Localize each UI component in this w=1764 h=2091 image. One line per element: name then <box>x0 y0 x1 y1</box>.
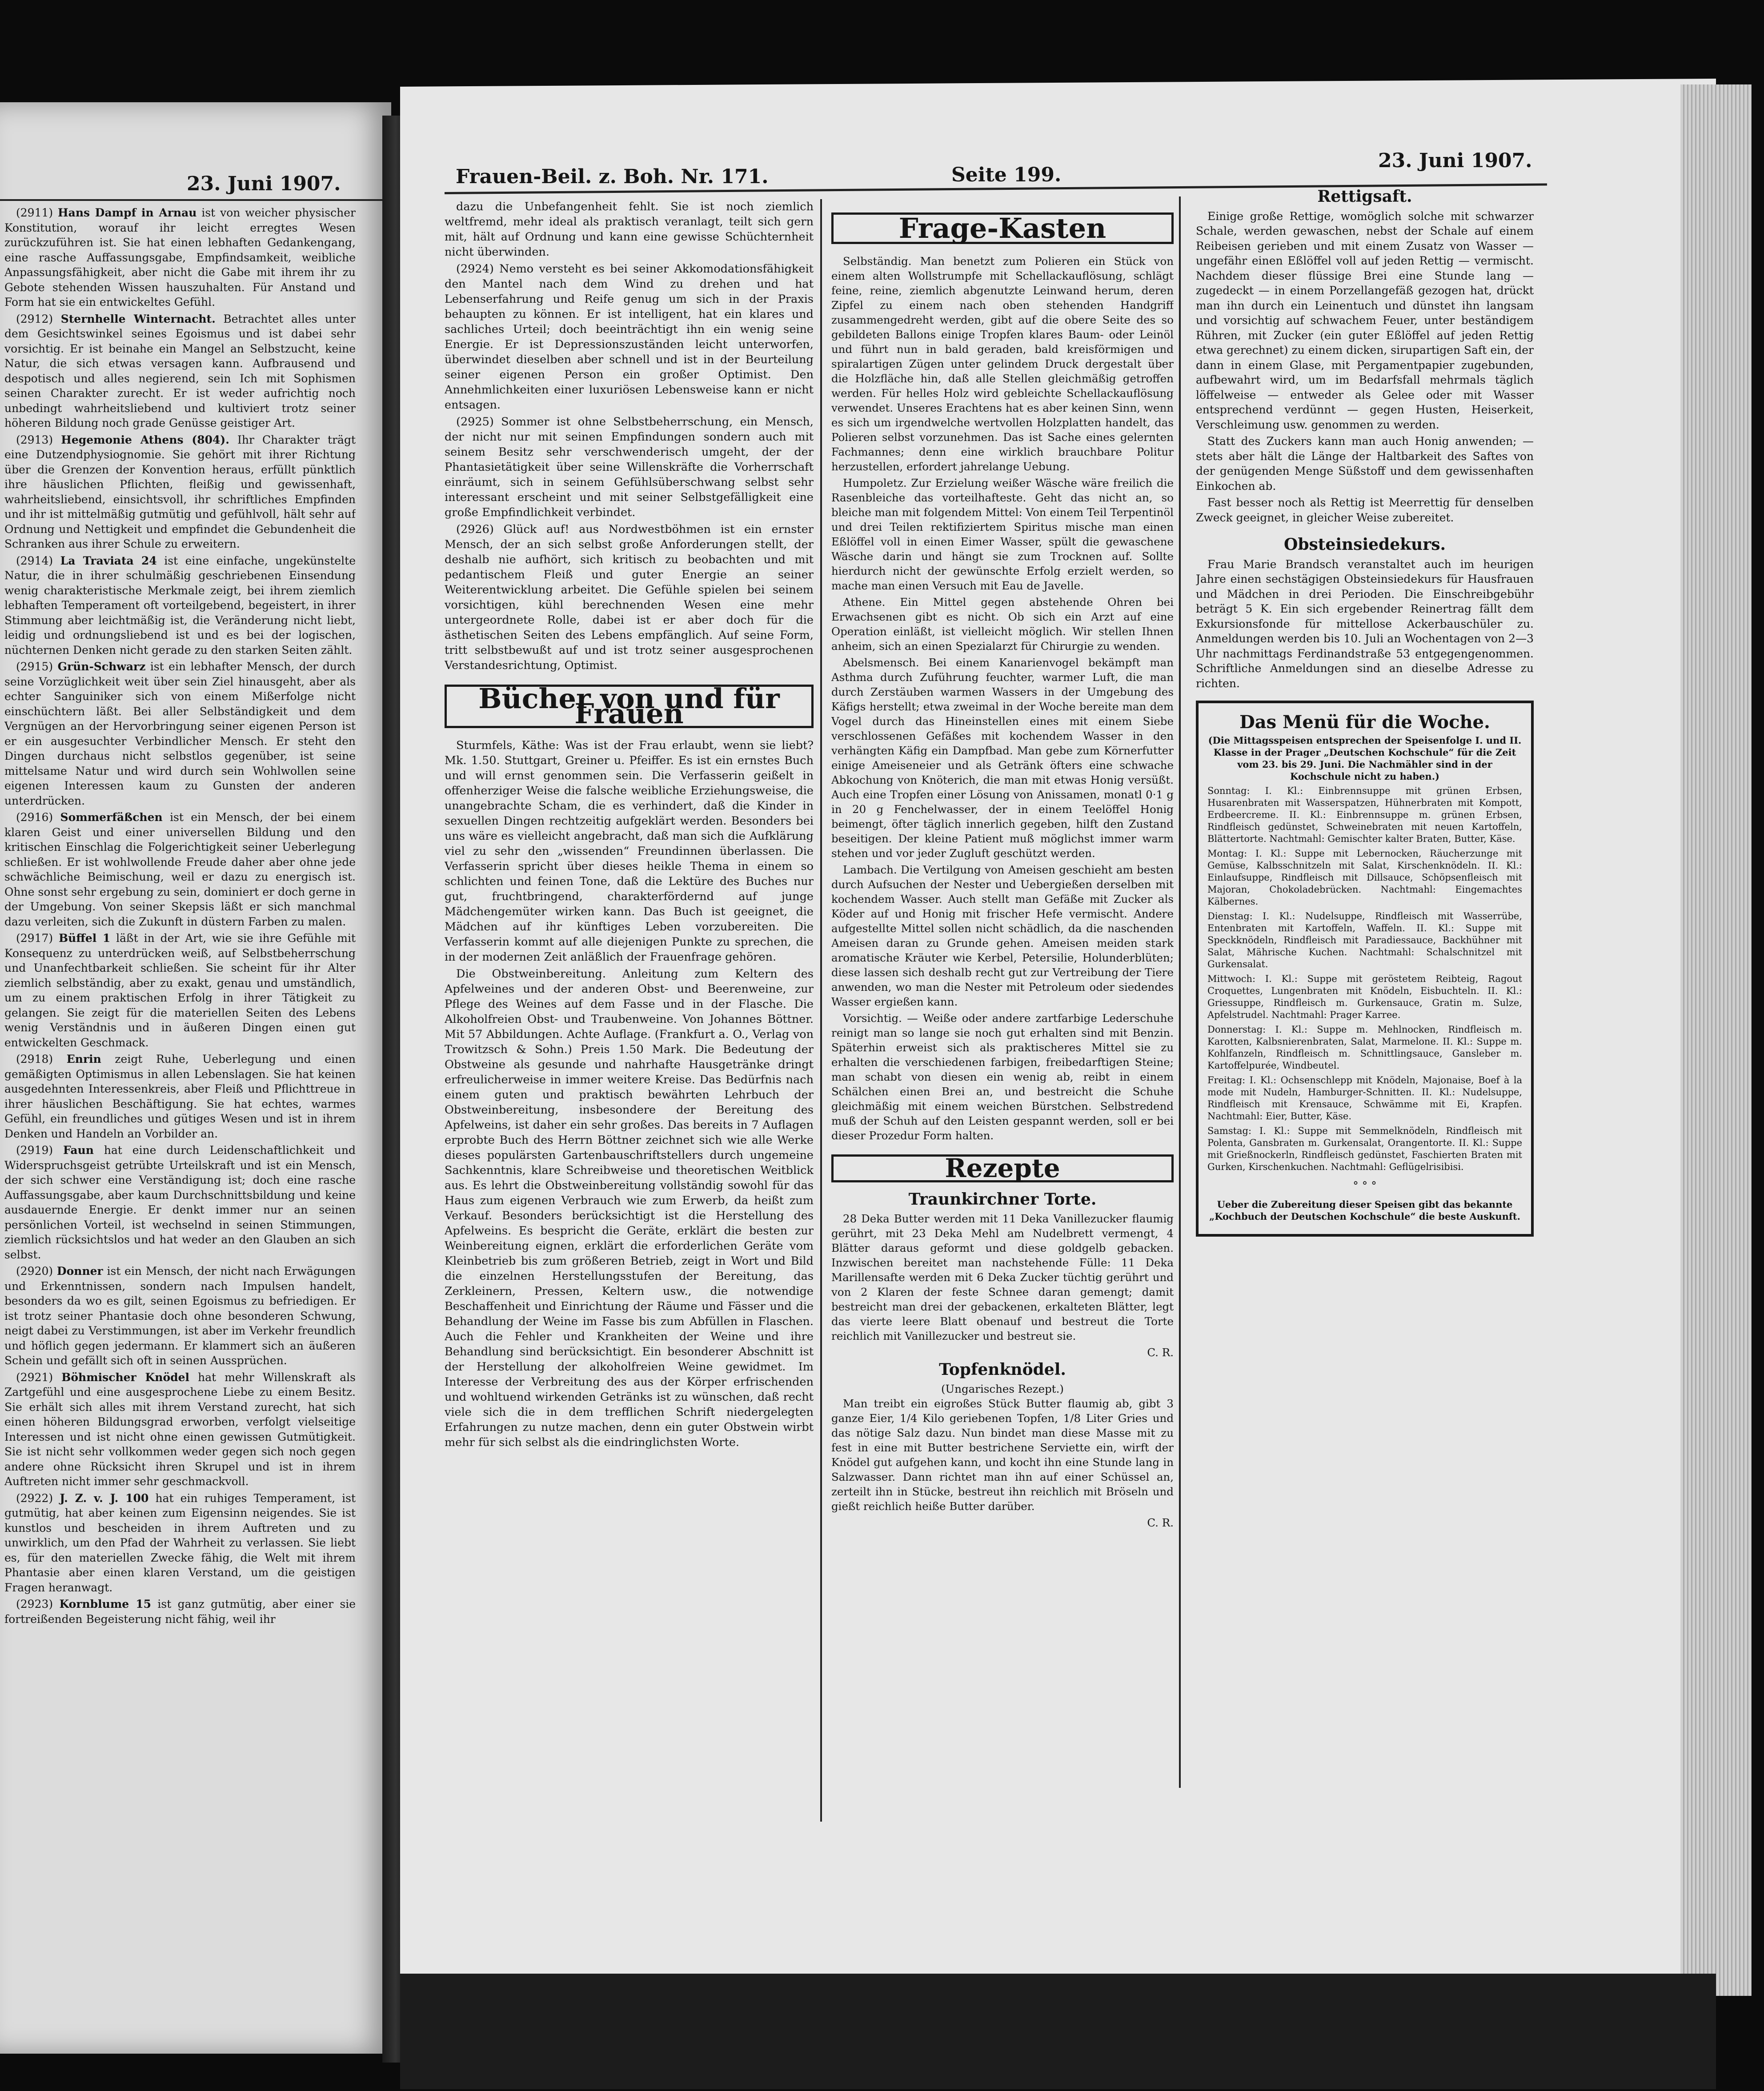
entry-text: Betrachtet alles unter dem Gesichtswinkel seines Egoismus und ist dabei sehr vorsichtig. Er ist beinahe ein Mangel an Selbstzucht, keine Natur, die sich etwas versagen kann. Aufbrausend und despotisch und alles negierend, sein Ich mit Sophismen seinen Charakter zurecht. Er ist weder aufrichtig noch unbedingt wahrheitsliebend und kultiviert trotz seiner höheren Bildung noch grade Genüsse geistiger Art. <box>4 312 356 429</box>
entry-name: La Traviata 24 <box>60 554 157 567</box>
menu-footer: Ueber die Zubereitung dieser Speisen gibt das bekannte „Kochbuch der Deutschen Kochschule“ die beste Auskunft. <box>1209 1199 1520 1222</box>
entry-id: (2919) <box>16 1144 53 1157</box>
answer: Vorsichtig. — Weiße oder andere zartfarbige Lederschuhe reinigt man so lange sie noch gut erhalten sind mit Benzin. Späterhin erweist sich als praktischeres Mittel sie zu erhalten die verschiedenen farbigen, freibedarftigen Steine; man schabt von diesen ein wenig ab, reibt in einem Schälchen einen Brei an, und bestreicht die Schuhe gleichmäßig mit einem weichen Bürstchen. Selbstredend muß der Schuh auf den Leisten gespannt werden, soll er bei dieser Prozedur Form halten. <box>831 1012 1174 1142</box>
entry-name: Büffel 1 <box>59 932 111 945</box>
entry <box>4 312 356 431</box>
answer: Abelsmensch. Bei einem Kanarienvogel bekämpft man Asthma durch Zuführung feuchter, warmer Luft, die man durch Zerstäuben warmen Wassers in der Umgebung des Käfigs herstellt; etwa zweimal in der Woche bereite man dem Vogel durch das Hineinstellen eines mit einem Siebe verschlossenen Gefäßes mit kochendem Wasser in den verhängten Käfig ein Dampfbad. Man gebe zum Körnerfutter einige Ameiseneier und als Getränk öfters eine schwache Abkochung von Knöterich, die man mit etwas Honig versüßt. Auch eine Tropfen einer Lösung von Anissamen, monatl 0·1 g in 20 g Fenchelwasser, der in einem Teelöffel Honig beimengt, öfter täglich innerlich gegeben, hilft den Zustand beseitigen. Der kleine Patient muß möglichst immer warm stehen und vor jeder Zugluft geschützt werden. <box>831 656 1174 860</box>
column-2 <box>831 199 1174 1799</box>
answer: Selbständig. Man benetzt zum Polieren ein Stück von einem alten Wollstrumpfe mit Schellackauflösung, schlägt feine, reine, ziemlich abgenutzte Leinwand herum, deren Zipfel zu einem nach oben stehenden Handgriff zusammengedreht werden, gibt auf die obere Seite des so gebildeten Ballons einige Tropfen klares Baum- oder Leinöl und führt nun in bald geraden, bald kreisförmigen und spiralartigen Zügen unter gelindem Druck dergestalt über die Holzfläche hin, daß alle Stellen gleichmäßig getroffen werden. Für helles Holz wird gebleichte Schellackauflösung verwendet. Unseres Erachtens hat es aber keinen Sinn, wenn es sich um irgendwelche wertvollen Holzplatten handelt, das Polieren selbst vorzunehmen. Das ist Sache eines gelernten Fachmannes; denn eine wirklich brauchbare Politur herzustellen, erfordert jahrelange Uebung. <box>831 255 1174 473</box>
recipe-signature: C. R. <box>1147 1346 1174 1359</box>
entry-name: Böhmischer Knödel <box>61 1370 190 1384</box>
entry <box>4 1491 356 1595</box>
paragraph: Fast besser noch als Rettig ist Meerrettig für denselben Zweck geeignet, in gleicher Weise zubereitet. <box>1196 496 1534 524</box>
section-books-title: Bücher von und für Frauen <box>478 682 780 730</box>
entry <box>4 1264 356 1368</box>
menu-day: Freitag: I. Kl.: Ochsenschlepp mit Knödeln, Majonaise, Boef à la mode mit Nudeln, Hamburger-Schnitten. II. Kl.: Nudelsuppe, Rindfleisch mit Krensauce, Schwämme mit Ei, Krapfen. Nachtmahl: Eier, Butter, Käse. <box>1207 1074 1522 1122</box>
column-rule-2 <box>1179 196 1181 1788</box>
header-date: 23. Juni 1907. <box>1378 149 1532 172</box>
entry-id: (2913) <box>16 433 53 446</box>
entry-id: (2921) <box>16 1370 53 1384</box>
entry-name: J. Z. v. J. 100 <box>60 1491 149 1505</box>
left-page-column <box>4 205 356 1930</box>
obsteinsiedekurs-text: Frau Marie Brandsch veranstaltet auch im heurigen Jahre einen sechstägigen Obsteinsiedekurs für Hausfrauen und Mädchen in drei Perioden. Die Einschreibgebühr beträgt 5 K. Ein sich ergebender Reinertrag fällt dem Exkursionsfonde für mittellose Ackerbauschüler zu. Anmeldungen werden bis 10. Juli an Wochentagen von 2—3 Uhr nachmittags Ferdinandstraße 53 entgegengenommen. Schriftliche Anmeldungen sind an dieselbe Adresse zu richten. <box>1196 557 1534 690</box>
entry-text: ist ganz gutmütig, aber einer sie fortreißenden Begeisterung nicht fähig, weil ihr <box>4 1598 356 1626</box>
column-1 <box>445 199 814 1799</box>
entry <box>4 931 356 1050</box>
entry-text: hat eine durch Leidenschaftlichkeit und Widerspruchsgeist getrübte Urteilskraft und ist ein Mensch, der sich schwer eine Verständigung ist; doch eine rasche Auffassungsgabe, aber kaum Durchschnittsbildung und keine ausdauernde Energie. Er denkt immer nur an seinen persönlichen Vorteil, ist wechselnd in seinen Stimmungen, ziemlich rücksichtslos und hat weder an den Glauben an sich selbst. <box>4 1144 356 1261</box>
frage-kasten-text <box>831 254 1174 1143</box>
entry-text: hat mehr Willenskraft als Zartgefühl und eine ausgesprochene Liebe zu einem Besitz. Sie erhält sich alles mit ihrem Verstand zurecht, hat sich einen höheren Bildungsgrad erworben, verfolgt vielseitige Interessen und ist nicht ohne einen gewissen Gutmütigkeit. Sie ist nicht sehr vollkommen weder gegen sich noch gegen andere ohne Rücksicht ihren Skrupel und ist in ihrem Auftreten nicht immer sehr geschmackvoll. <box>4 1370 356 1488</box>
menu-day: Mittwoch: I. Kl.: Suppe mit geröstetem Reibteig, Ragout Croquettes, Lungenbraten mit Knödeln, Eisbuchteln. II. Kl.: Griessuppe, Rindfleisch m. Gurkensauce, Gratin m. Sulze, Apfelstrudel. Nachtmahl: Prager Karree. <box>1207 973 1522 1020</box>
answer: Humpoletz. Zur Erzielung weißer Wäsche wäre freilich die Rasenbleiche das vorteilhafteste. Geht das nicht an, so bleiche man mit folgendem Mittel: Von einem Teil Terpentinöl und drei Teilen rektifiziertem Spiritus mische man einen Eßlöffel voll in einen Eimer Wasser, spült die gewaschene Wäsche darin und hängt sie zum Trocknen auf. Sollte hierdurch nicht der gewünschte Erfolg erzielt werden, so mache man einen Versuch mit Eau de Javelle. <box>831 477 1174 592</box>
paragraph: (2924) Nemo versteht es bei seiner Akkomodationsfähigkeit den Mantel nach dem Wind zu drehen und hat Lebenserfahrung und Reife genug um sich in der Praxis behaupten zu können. Er ist intelligent, hat ein klares und sachliches Urteil; doch beeinträchtigt ihn ein wenig seine Energie. Er ist Depressionszuständen leicht unterworfen, überwindet dieselben aber schnell und ist in der Beurteilung seiner eigenen Person ein großer Optimist. Den Annehmlichkeiten einer luxuriösen Lebensweise kann er nicht entsagen. <box>445 262 814 412</box>
entry <box>4 205 356 310</box>
book-review: Sturmfels, Käthe: Was ist der Frau erlaubt, wenn sie liebt? Mk. 1.50. Stuttgart, Greiner u. Pfeiffer. Es ist ein ernstes Buch und will ernst genommen sein. Die Verfasserin geißelt in offenherziger Weise die falsche weibliche Erziehungsweise, die unangebrachte Scham, die es verhindert, daß die Kinder in sexuellen Dingen rechtzeitig aufgeklärt werden. Besonders bei uns wäre es vielleicht angebracht, daß man sich die Aufklärung viel zu sehr den „wissenden“ Freundinnen überlassen. Die Verfasserin spricht über dieses heikle Thema in einem so schlichten und feinen Tone, daß die Lektüre des Buches nur gut, fruchtbringend, charakterfördernd auf junge Mädchengemüter wirken kann. Das Buch ist geeignet, die Mädchen auf ihr künftiges Leben vorzubereiten. Die Verfasserin kommt auf alle diejenigen Punkte zu sprechen, die in der modernen Zeit anläßlich der Frauenfrage gehören. <box>445 739 814 964</box>
rezepte-title: Rezepte <box>945 1153 1060 1183</box>
entry-id: (2916) <box>16 811 53 824</box>
section-books <box>445 682 814 730</box>
entry-text: ist ein Mensch, der nicht nach Erwägungen und Erkenntnissen, sondern nach Impulsen handelt, besonders da wo es gilt, seinen Egoismus zu befriedigen. Er ist trotz seiner Phantasie doch ohne besonderen Schwung, neigt dabei zu Verstimmungen, ist aber im Verkehr freundlich und höflich gegen jedermann. Er klammert sich an äußeren Schein und gefällt sich oft in seinen Aussprüchen. <box>4 1265 356 1367</box>
recipe-title: Traunkirchner Torte. <box>908 1190 1097 1209</box>
entry-text: zeigt Ruhe, Ueberlegung und einen gemäßigten Optimismus in allen Lebenslagen. Sie hat keinen ausgedehnten Interessenkreis, aber Fleiß und Pflichttreue in ihrer häuslichen Beschäftigung. Sie hat echtes, warmes Gefühl, ein freundliches und gütiges Wesen und ist in ihrem Denken und Handeln an Vorbilder an. <box>4 1053 356 1140</box>
answer: Lambach. Die Vertilgung von Ameisen geschieht am besten durch Aufsuchen der Nester und Uebergießen derselben mit kochendem Wasser. Auch stellt man Gefäße mit Zucker als Köder auf und Honig mit frischer Hefe vermischt. Andere aufgestellte Mittel sollen nicht schädlich, da die naschenden Ameisen daran zu Grunde gehen. Ameisen meiden stark aromatische Kräuter wie Kerbel, Petersilie, Holunderblüten; diese lassen sich deshalb recht gut zur Vertreibung der Tiere anwenden, wo man die Nester mit Petroleum oder siedendes Wasser ergießen kann. <box>831 863 1174 1008</box>
menu-days <box>1207 785 1522 1173</box>
recipe-signature: C. R. <box>1147 1516 1174 1529</box>
obsteinsiedekurs-title: Obsteinsiedekurs. <box>1284 535 1446 554</box>
recipe-text: Man treibt ein eigroßes Stück Butter flaumig ab, gibt 3 ganze Eier, 1/4 Kilo geriebenen Topfen, 1/8 Liter Gries und das nötige Salz dazu. Nun bindet man diese Masse mit zu fest in eine mit Butter bestrichene Serviette ein, wirft der Knödel gut aufgehen kann, und kocht ihn eine Stunde lang in Salzwasser. Dann richtet man ihn auf einer Schüssel an, zerteilt ihn in Stücke, bestreut ihn reichlich mit Bröseln und gießt reichlich heiße Butter darüber. <box>831 1397 1174 1513</box>
entry-name: Hans Dampf in Arnau <box>58 206 197 219</box>
entry <box>4 810 356 929</box>
entry <box>4 1370 356 1489</box>
entry-id: (2917) <box>16 932 53 945</box>
entry-name: Kornblume 15 <box>59 1598 152 1610</box>
frage-kasten-title: Frage-Kasten <box>898 212 1107 244</box>
entry-text: ist ein Mensch, der bei einem klaren Geist und einer universellen Bildung und den kritischen Einschlag die Folgerichtigkeit seiner Ueberlegung schließen. Er ist wohlwollende Freude daher aber ohne jede schwächliche Beimischung, weil er dazu zu energisch ist. Ohne sonst sehr ergebung zu sein, dominiert er doch gerne in der Umgebung. Von seiner Skepsis läßt er sich manchmal dazu verleiten, sich die Zukunft in düstern Farben zu malen. <box>4 811 356 928</box>
books-text <box>445 738 814 1450</box>
menu-day: Donnerstag: I. Kl.: Suppe m. Mehlnocken, Rindfleisch m. Karotten, Kalbsnierenbraten, Salat, Marmelone. II. Kl.: Suppe m. Kohlfanzeln, Rindfleisch m. Schnittlingsauce, Gansleber m. Kartoffelpurée, Windbeutel. <box>1207 1024 1522 1071</box>
entry-id: (2918) <box>16 1053 53 1066</box>
paragraph: Einige große Rettige, womöglich solche mit schwarzer Schale, werden gewaschen, nebst der Schale auf einem Reibeisen gerieben und mit einem Zusatz von Wasser — ungefähr einen Eßlöffel voll auf jeden Rettig — vermischt. Nachdem dieser flüssige Brei eine Stunde lang — zugedeckt — in einem Porzellangefäß gezogen hat, drückt man ihn durch ein Leinentuch und dünstet ihn langsam und vorsichtig auf schwachem Feuer, unter beständigem Rühren, mit Zucker (ein guter Eßlöffel auf jeden Rettig etwa gerechnet) zu einem dicken, sirupartigen Saft ein, der dann in einem Glase, mit Pergamentpapier zugebunden, aufbewahrt wird, um im Bedarfsfall mehrmals täglich löffelweise — entweder als Gelee oder mit Wasser entsprechend verdünnt — gegen Husten, Heiserkeit, Verschleimung usw. genommen zu werden. <box>1196 209 1534 431</box>
header-left: Frauen-Beil. z. Boh. Nr. 171. <box>456 165 769 188</box>
entry-text: ist eine einfache, ungekünstelte Natur, die in ihrer schulmäßig geschriebenen Einsendung wenig charakteristische Merkmale zeigt, bei ihrem ziemlich lebhaften Temperament oft vorteilgebend, begeistert, in ihrer Stimmung aber leichtmäßig ist, die Veränderung nicht liebt, leidig und ordnungsliebend ist und es bei der logischen, nüchternen Denken nicht gerade zu den starken Seiten zählt. <box>4 554 356 657</box>
recipes-text <box>831 1192 1174 1530</box>
recipe-title: Topfenknödel. <box>939 1360 1066 1379</box>
entry <box>4 1052 356 1141</box>
entry-name: Sommerfäßchen <box>60 811 163 824</box>
entry <box>4 1143 356 1262</box>
header-page-number: Seite 199. <box>951 164 1062 186</box>
rettigsaft-text <box>1196 209 1534 525</box>
entry-text: hat ein ruhiges Temperament, ist gutmütig, hat aber keinen zum Eigensinn neigendes. Sie ist kunstlos und bescheiden in ihrem Auftreten und zu unwirklich, um den Pfad der Wahrheit zu verlassen. Sie liebt es, für den materiellen Zwecke fähig, die Welt mit ihrem Phantasie aber einen klaren Verstand, um die geistigen Fragen heranwagt. <box>4 1491 356 1594</box>
entry <box>4 1597 356 1626</box>
column-rule-1 <box>820 199 822 1822</box>
rettigsaft-title: Rettigsaft. <box>1317 187 1412 206</box>
entry-id: (2915) <box>16 660 53 673</box>
book-review: Die Obstweinbereitung. Anleitung zum Keltern des Apfelweines und der anderen Obst- und Beerenweine, zur Pflege des Weines auf dem Fasse und in der Flasche. Die Alkoholfreien Obst- und Traubenweine. Von Johannes Böttner. Mit 57 Abbildungen. Achte Auflage. (Frankfurt a. O., Verlag von Trowitzsch & Sohn.) Preis 1.50 Mark. Die Bedeutung der Obstweine als gesunde und nahrhafte Hausgetränke dringt erfreulicherweise in immer weitere Kreise. Das Bedürfnis nach einem guten und praktisch bewährten Lehrbuch der Obstweinbereitung, insbesondere der Bereitung des Apfelweins, ist daher ein sehr großes. Das bereits in 7 Auflagen erprobte Buch des Herrn Böttner zeichnet sich wie alle Werke dieses populärsten Gartenbauschriftstellers durch ungemeine Sachkenntnis, klare Schreibweise und theoretischen Weitblick aus. Es lehrt die Obstweinbereitung vollständig sowohl für das Haus zum eigenen Verbrauch wie zum Erwerb, da heißt zum Verkauf. Besonders berücksichtigt ist die Herstellung des Apfelweins. Es bespricht die Geräte, erklärt die besten zur Weinbereitung eignen, erklärt die erforderlichen Geräte vom Kleinbetrieb bis zum größeren Betrieb, zeigt in Wort und Bild die einzelnen Herstellungsstufen der Bereitung, das Zerkleinern, Pressen, Keltern usw., die notwendige Beschaffenheit und Einrichtung der Räume und Fässer und die Behandlung der Weine im Fasse bis zum Abfüllen in Flaschen. Auch die Fehler und Krankheiten der Weine und ihre Behandlung sind berücksichtigt. Ein besonderer Abschnitt ist der Herstellung der alkoholfreien Weine gewidmet. Im Interesse der Verbreitung des aus der Körper erfrischenden und wohltuend wirkenden Getränks ist zu wünschen, daß recht viele sich die in dem trefflichen Schrift niedergelegten Erfahrungen zu nutze machen, denn ein guter Obstwein wirbt mehr für sich selbst als die eindringlichsten Worte. <box>445 967 814 1449</box>
bottom-shade <box>400 1974 1716 2089</box>
entry-id: (2922) <box>16 1491 53 1505</box>
entry-name: Enrin <box>66 1053 101 1066</box>
entry-text: ist von weicher physischer Konstitution, worauf ihr leicht erregtes Wesen zurückzuführen ist. Sie hat einen lebhaften Gedankengang, eine rasche Auffassungsgabe, Empfindsamkeit, weibliche Anpassungsfähigkeit, aber nicht die Gabe mit ihrem ihr zu Gebote stehenden Wissen hauszuhalten. Für Anstand und Form hat sie ein entwickeltes Gefühl. <box>4 206 356 308</box>
recipe-subtitle: (Ungarisches Rezept.) <box>941 1382 1064 1395</box>
column-3 <box>1196 187 1534 1787</box>
entry-name: Hegemonie Athens (804). <box>61 433 229 446</box>
recipe-text: 28 Deka Butter werden mit 11 Deka Vanillezucker flaumig gerührt, mit 23 Deka Mehl am Nudelbrett vermengt, 4 Blätter daraus geformt und diese goldgelb gebacken. Inzwischen bereitet man nachstehende Fülle: 11 Deka Marillensafte werden mit 6 Deka Zucker tüchtig gerührt und von 2 Klaren der feste Schnee daran gemengt; damit bestreicht man drei der gebackenen, erkalteten Blätter, legt das vierte leere Blatt obenauf und bestreut die Torte reichlich mit Vanillezucker und bestreut sie. <box>831 1212 1174 1342</box>
entry-id: (2920) <box>16 1265 53 1278</box>
section-rezepte <box>831 1154 1174 1182</box>
entry <box>4 553 356 658</box>
menu-title: Das Menü für die Woche. <box>1239 712 1490 733</box>
entry-id: (2923) <box>16 1598 53 1610</box>
entry-text: Ihr Charakter trägt eine Dutzendphysiognomie. Sie gehört mit ihrer Richtung über die Grenzen der Konvention heraus, erfüllt pünktlich ihre häuslichen Pflichten, fleißig und gewissenhaft, wahrheitsliebend, einsichtsvoll, ihr schriftliches Empfinden und ihr ist mittelmäßig gutmütig und gefühlvoll, hält sehr auf Ordnung und Nettigkeit und empfindet die Gebundenheit die Schranken aus ihrer Schule zu erweitern. <box>4 433 356 550</box>
entry-name: Donner <box>56 1265 103 1278</box>
entry <box>4 433 356 552</box>
menu-intro: (Die Mittagsspeisen entsprechen der Speisenfolge I. und II. Klasse in der Prager „Deutschen Kochschule“ für die Zeit vom 23. bis 29. Juni. Die Nachmähler sind in der Kochschule nicht zu haben.) <box>1208 734 1522 782</box>
menu-day: Montag: I. Kl.: Suppe mit Lebernocken, Räucherzunge mit Gemüse, Kalbsschnitzeln mit Salat, Kirschenknödeln. II. Kl.: Einlaufsuppe, Rindfleisch mit Dillsauce, Schöpsenfleisch mit Majoran, Chokoladebrücken. Nachtmahl: Eingemachtes Kälbernes. <box>1207 848 1522 907</box>
answer: Athene. Ein Mittel gegen abstehende Ohren bei Erwachsenen gibt es nicht. Ob sich ein Arzt auf eine Operation einläßt, ist vielleicht möglich. Wir stellen Ihnen anheim, sich an einen Spezialarzt für Chirurgie zu wenden. <box>831 596 1174 653</box>
menu-day: Samstag: I. Kl.: Suppe mit Semmelknödeln, Rindfleisch mit Polenta, Gansbraten m. Gurkensalat, Orangentorte. II. Kl.: Suppe mit Grießnockerln, Rindfleisch gedünstet, Faschierten Braten mit Gurken, Kirschenkuchen. Nachtmahl: Geflügelrisibisi. <box>1207 1125 1522 1172</box>
entry-id: (2914) <box>16 554 53 567</box>
paragraph: Statt des Zuckers kann man auch Honig anwenden; — stets aber hält die Länge der Haltbarkeit des Saftes von der genügenden Menge Süßstoff und dem gewissenhaften Einkochen ab. <box>1196 435 1534 493</box>
left-page-date: 23. Juni 1907. <box>187 172 341 195</box>
paragraph: dazu die Unbefangenheit fehlt. Sie ist noch ziemlich weltfremd, mehr ideal als praktisch veranlagt, teilt sich gern mit, hält auf Ordnung und kann eine gewisse Schüchternheit nicht überwinden. <box>445 200 814 259</box>
menu-stars: ° ° ° <box>1353 1179 1377 1192</box>
menu-box <box>1196 701 1534 1237</box>
entry-id: (2911) <box>16 206 53 219</box>
menu-day: Dienstag: I. Kl.: Nudelsuppe, Rindfleisch mit Wasserrübe, Entenbraten mit Kartoffeln, Waffeln. II. Kl.: Suppe mit Speckknödeln, Rindfleisch mit Paradiessauce, Backhühner mit Salat, Mährische Kuchen. Nachtmahl: Schalschnitzel mit Gurkensalat. <box>1207 910 1522 969</box>
entry-name: Sternhelle Winternacht. <box>60 312 216 325</box>
paragraph: (2925) Sommer ist ohne Selbstbeherrschung, ein Mensch, der nicht nur mit seinen Empfindungen sondern auch mit seinem Besitz sehr verschwenderisch umgeht, der der Phantasietätigkeit über seine Willenskräfte die Vorherrschaft einräumt, sich in seinem Gefühlsüberschwang selbst sehr interessant erscheint und mit seiner Selbstgefälligkeit eine große Empfindlichkeit verbindet. <box>445 415 814 519</box>
page-edges <box>1680 84 1752 1996</box>
entry <box>4 659 356 808</box>
entry-name: Grün-Schwarz <box>57 660 146 673</box>
entry-text: ist ein lebhafter Mensch, der durch seine Vorzüglichkeit weit über sein Ziel hinausgeht, aber als echter Sanguiniker sich von einem Mißerfolge nicht einschüchtern läßt. Bei aller Selbständigkeit und dem Vergnügen an der Hervorbringung seiner eigenen Person ist er ein ausgesuchter Verbindlicher Mensch. Er steht den Dingen durchaus nicht selbstlos gegenüber, ist seine mittelsame Natur und wird durch sein Wohlwollen seine eigenen Interessen kaum zu Gunsten der anderen unterdrücken. <box>4 660 356 807</box>
menu-day: Sonntag: I. Kl.: Einbrennsuppe mit grünen Erbsen, Husarenbraten mit Wasserspatzen, Hühnerbraten mit Kompott, Erdbeercreme. II. Kl.: Einbrennsuppe m. grünen Erbsen, Rindfleisch gedünstet, Schweinebraten mit neuen Kartoffeln, Blättertorte. Nachtmahl: Gemischter kalter Braten, Butter, Käse. <box>1207 785 1522 844</box>
entry-name: Faun <box>63 1144 94 1157</box>
column-1-text <box>445 199 814 673</box>
section-frage-kasten <box>831 212 1174 244</box>
left-header-rule <box>0 199 382 201</box>
entry-text: läßt in der Art, wie sie ihre Gefühle mit Konsequenz zu unterdrücken weiß, auf Selbstbeherrschung und Unanfechtbarkeit schließen. Sie scheint für ihr Alter ziemlich selbständig, aber zu exakt, genau und umständlich, um zu einem praktischen Erfolg in ihrer Tätigkeit zu gelangen. Sie zeigt für die materiellen Seiten des Lebens wenig Verständnis und in äußeren Dingen einen gut entwickelten Geschmack. <box>4 932 356 1049</box>
entry-id: (2912) <box>16 312 53 325</box>
paragraph: (2926) Glück auf! aus Nordwestböhmen ist ein ernster Mensch, der an sich selbst große Anforderungen stellt, der deshalb nie aufhört, sich kritisch zu beobachten und mit pedantischem Fleiß und guter Energie an seiner Weiterentwicklung arbeitet. Die Gefühle spielen bei seinem vorsichtigen, kühl berechnenden Wesen eine mehr untergeordnete Rolle, dabei ist er aber doch für die ästhetischen Seiten des Lebens empfänglich. Auf seine Form, tritt selbstbewußt auf und ist trotz seiner ausgesprochenen Verstandesrichtung, Optimist. <box>445 523 814 672</box>
